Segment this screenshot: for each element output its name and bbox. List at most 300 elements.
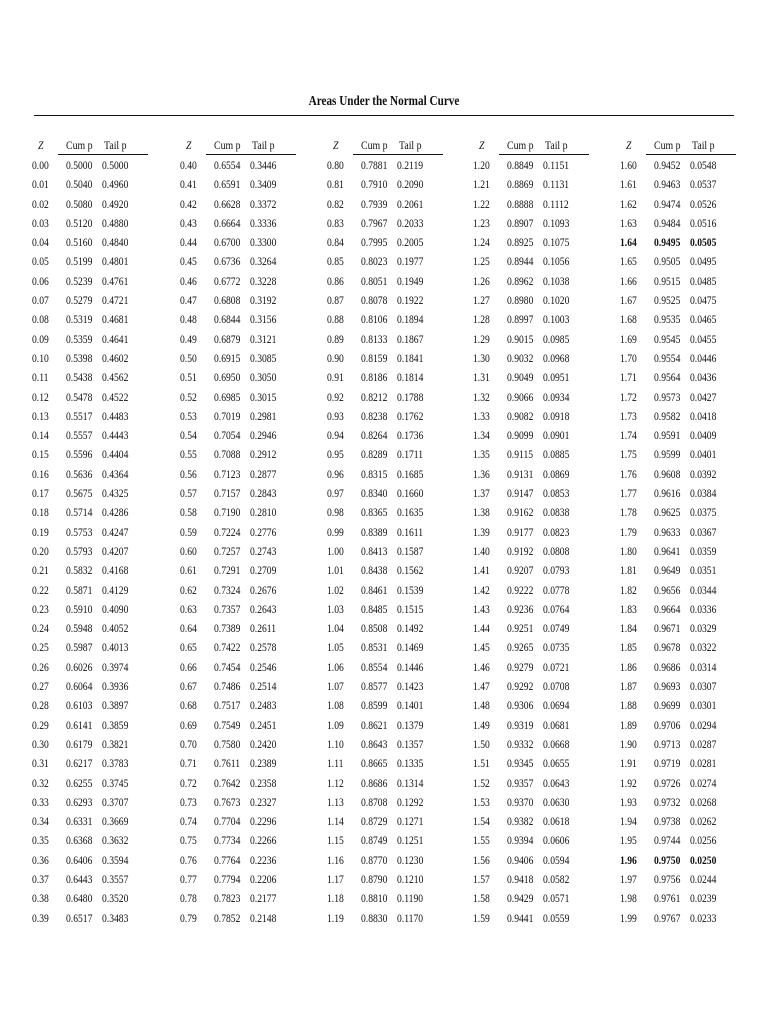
cum-p-value: 0.6808 [214,293,241,308]
tail-p-value: 0.0694 [543,698,570,713]
table-row [620,831,748,850]
table-row [32,310,160,329]
z-value: 1.74 [620,428,637,443]
z-value: 0.13 [32,408,49,423]
table-row [620,812,748,831]
tail-p-value: 0.4801 [102,254,129,269]
table-block [473,136,601,928]
cum-p-value: 0.6772 [214,273,241,288]
z-value: 0.04 [32,235,49,250]
table-row [327,156,455,175]
tail-p-value: 0.1660 [397,486,424,501]
tail-p-value: 0.0516 [690,215,717,230]
table-block [32,136,160,928]
cum-p-value: 0.6517 [66,910,93,925]
z-value: 0.32 [32,775,49,790]
tail-p-value: 0.0427 [690,389,717,404]
z-value: 0.49 [180,331,197,346]
cum-p-value: 0.8461 [361,582,388,597]
tail-p-value: 0.1841 [397,350,424,365]
table-row [32,581,160,600]
z-value: 0.74 [180,814,197,829]
tail-p-value: 0.1003 [543,312,570,327]
cum-p-value: 0.8810 [361,891,388,906]
cum-p-value: 0.8264 [361,428,388,443]
tail-p-value: 0.0526 [690,196,717,211]
tail-p-value: 0.1894 [397,312,424,327]
z-value: 0.35 [32,833,49,848]
z-value: 1.38 [473,505,490,520]
table-row [620,581,748,600]
table-row [327,735,455,754]
cum-p-value: 0.6736 [214,254,241,269]
table-row [327,600,455,619]
table-row [327,638,455,657]
cum-p-value: 0.9292 [507,679,534,694]
tail-p-value: 0.5000 [102,158,129,172]
table-row [327,252,455,271]
table-row [327,388,455,407]
tail-p-value: 0.4247 [102,524,129,539]
z-value: 1.24 [473,235,490,250]
cum-p-value: 0.7389 [214,621,241,636]
table-row [32,214,160,233]
z-value: 0.97 [327,486,344,501]
table-row [32,175,160,194]
table-row [327,831,455,850]
tail-p-value: 0.0778 [543,582,570,597]
tail-p-value: 0.3557 [102,871,129,886]
tail-p-value: 0.4920 [102,196,129,211]
table-row [473,831,601,850]
z-value: 0.20 [32,543,49,558]
tail-p-value: 0.0643 [543,775,570,790]
z-value: 0.28 [32,698,49,713]
z-value: 0.44 [180,235,197,250]
cum-p-value: 0.5714 [66,505,93,520]
cum-p-value: 0.7611 [214,756,241,771]
tail-p-value: 0.1539 [397,582,424,597]
table-row [327,175,455,194]
table-row [620,638,748,657]
table-row [620,774,748,793]
z-value: 1.08 [327,698,344,713]
cum-p-value: 0.6700 [214,235,241,250]
tail-p-value: 0.1635 [397,505,424,520]
tail-p-value: 0.0307 [690,679,717,694]
z-value: 1.71 [620,370,637,385]
cum-p-value: 0.8980 [507,293,534,308]
table-row [473,600,601,619]
table-row [327,523,455,542]
tail-p-value: 0.2611 [250,621,277,636]
cum-p-value: 0.9693 [654,679,681,694]
tail-p-value: 0.0901 [543,428,570,443]
cum-p-value: 0.7642 [214,775,241,790]
cum-p-value: 0.8686 [361,775,388,790]
z-value: 0.40 [180,158,197,172]
table-row [327,658,455,677]
cum-p-value: 0.8997 [507,312,534,327]
z-value: 0.17 [32,486,49,501]
tail-p-value: 0.1685 [397,466,424,481]
tail-p-value: 0.4880 [102,215,129,230]
cum-p-value: 0.9582 [654,408,681,423]
table-row [473,716,601,735]
z-value: 0.08 [32,312,49,327]
cum-p-value: 0.9678 [654,640,681,655]
table-row [180,503,308,522]
cum-p-value: 0.9429 [507,891,534,906]
tail-p-value: 0.1814 [397,370,424,385]
cum-p-value: 0.9115 [507,447,534,462]
table-row [620,658,748,677]
z-value: 0.71 [180,756,197,771]
table-row [327,368,455,387]
z-value: 0.39 [32,910,49,925]
tail-p-value: 0.3859 [102,717,129,732]
cum-p-value: 0.7422 [214,640,241,655]
tail-p-value: 0.0239 [690,891,717,906]
z-value: 0.58 [180,505,197,520]
z-value: 0.25 [32,640,49,655]
z-value: 0.93 [327,408,344,423]
z-value: 0.26 [32,659,49,674]
cum-p-value: 0.9099 [507,428,534,443]
z-value: 0.18 [32,505,49,520]
cum-p-value: 0.8962 [507,273,534,288]
tail-p-value: 0.1075 [543,235,570,250]
tail-p-value: 0.3936 [102,679,129,694]
z-value: 0.23 [32,601,49,616]
table-row [32,272,160,291]
z-value: 1.70 [620,350,637,365]
table-row [620,445,748,464]
z-value: 1.37 [473,486,490,501]
table-row [327,889,455,908]
table-row [473,909,601,928]
table-row [32,909,160,928]
cum-p-value: 0.7019 [214,408,241,423]
cum-p-value: 0.9147 [507,486,534,501]
tail-p-value: 0.0618 [543,814,570,829]
cum-p-value: 0.8238 [361,408,388,423]
cum-p-value: 0.9649 [654,563,681,578]
tail-p-value: 0.3483 [102,910,129,925]
z-value: 1.07 [327,679,344,694]
z-value: 0.83 [327,215,344,230]
tail-p-value: 0.0329 [690,621,717,636]
z-value: 0.38 [32,891,49,906]
tail-p-value: 0.1562 [397,563,424,578]
tail-p-value: 0.4562 [102,370,129,385]
z-value: 0.96 [327,466,344,481]
table-row [473,214,601,233]
tail-p-value: 0.0268 [690,794,717,809]
z-value: 1.17 [327,871,344,886]
tail-p-value: 0.4840 [102,235,129,250]
tail-p-value: 0.0793 [543,563,570,578]
z-value: 1.90 [620,736,637,751]
z-value: 0.21 [32,563,49,578]
table-row [620,561,748,580]
z-value: 0.90 [327,350,344,365]
tail-p-value: 0.0630 [543,794,570,809]
table-row [620,175,748,194]
tail-p-value: 0.0606 [543,833,570,848]
z-value: 1.55 [473,833,490,848]
tail-p-value: 0.2709 [250,563,277,578]
cum-p-value: 0.5478 [66,389,93,404]
table-row [620,368,748,387]
tail-p-value: 0.0505 [690,235,717,250]
z-value: 1.88 [620,698,637,713]
tail-p-value: 0.2546 [250,659,277,674]
cum-p-value: 0.9484 [654,215,681,230]
tail-p-value: 0.2033 [397,215,424,230]
cum-p-value: 0.9756 [654,871,681,886]
table-row [32,696,160,715]
tail-p-value: 0.2810 [250,505,277,520]
z-value: 1.02 [327,582,344,597]
table-row [473,638,601,657]
cum-p-value: 0.9515 [654,273,681,288]
table-row [180,523,308,542]
z-value: 0.43 [180,215,197,230]
table-row [327,774,455,793]
tail-p-value: 0.1492 [397,621,424,636]
table-row [32,330,160,349]
tail-p-value: 0.0918 [543,408,570,423]
cum-p-value: 0.8849 [507,158,534,172]
z-value: 0.37 [32,871,49,886]
table-row [473,696,601,715]
cum-p-value: 0.9452 [654,158,681,172]
tail-p-value: 0.0455 [690,331,717,346]
cum-p-value: 0.9732 [654,794,681,809]
tail-p-value: 0.3745 [102,775,129,790]
tail-p-value: 0.4721 [102,293,129,308]
table-row [32,407,160,426]
z-value: 0.92 [327,389,344,404]
z-value: 1.75 [620,447,637,462]
table-row [180,600,308,619]
cum-p-value: 0.7190 [214,505,241,520]
table-row [32,233,160,252]
table-row [327,426,455,445]
z-value: 0.69 [180,717,197,732]
z-value: 1.76 [620,466,637,481]
cum-p-value: 0.5517 [66,408,93,423]
cum-p-value: 0.9699 [654,698,681,713]
z-value: 1.86 [620,659,637,674]
cum-p-value: 0.7157 [214,486,241,501]
cum-p-value: 0.7967 [361,215,388,230]
tail-p-value: 0.2946 [250,428,277,443]
cum-p-value: 0.6915 [214,350,241,365]
cum-p-value: 0.6331 [66,814,93,829]
z-value: 1.39 [473,524,490,539]
tail-p-value: 0.4960 [102,177,129,192]
tail-p-value: 0.0475 [690,293,717,308]
header-cum-p: Cum p [66,138,93,152]
table-row [620,619,748,638]
tail-p-value: 0.3821 [102,736,129,751]
table-row [473,407,601,426]
table-row [473,581,601,600]
cum-p-value: 0.7123 [214,466,241,481]
header-tail-p: Tail p [252,138,275,152]
table-row [473,561,601,580]
tail-p-value: 0.2643 [250,601,277,616]
z-value: 0.46 [180,273,197,288]
table-row [473,445,601,464]
table-row [327,716,455,735]
z-value: 1.01 [327,563,344,578]
z-value: 0.53 [180,408,197,423]
cum-p-value: 0.8665 [361,756,388,771]
column-header [333,136,443,155]
tail-p-value: 0.3669 [102,814,129,829]
cum-p-value: 0.8212 [361,389,388,404]
tail-p-value: 0.2090 [397,177,424,192]
tail-p-value: 0.0985 [543,331,570,346]
z-value: 1.09 [327,717,344,732]
tail-p-value: 0.0367 [690,524,717,539]
z-value: 0.29 [32,717,49,732]
cum-p-value: 0.7291 [214,563,241,578]
cum-p-value: 0.5279 [66,293,93,308]
tail-p-value: 0.2776 [250,524,277,539]
z-value: 1.52 [473,775,490,790]
cum-p-value: 0.5239 [66,273,93,288]
z-value: 1.35 [473,447,490,462]
table-row [180,175,308,194]
cum-p-value: 0.8133 [361,331,388,346]
table-row [620,407,748,426]
table-row [180,638,308,657]
tail-p-value: 0.0281 [690,756,717,771]
tail-p-value: 0.2676 [250,582,277,597]
table-row [327,233,455,252]
header-tail-p: Tail p [399,138,422,152]
z-value: 1.78 [620,505,637,520]
table-row [327,870,455,889]
table-row [327,619,455,638]
z-value: 1.93 [620,794,637,809]
cum-p-value: 0.7088 [214,447,241,462]
tail-p-value: 0.1190 [397,891,424,906]
table-row [32,445,160,464]
tail-p-value: 0.3446 [250,158,277,172]
tail-p-value: 0.3228 [250,273,277,288]
table-row [620,909,748,928]
column-header [626,136,736,155]
tail-p-value: 0.0808 [543,543,570,558]
cum-p-value: 0.6443 [66,871,93,886]
table-row [473,349,601,368]
tail-p-value: 0.2912 [250,447,277,462]
z-value: 0.27 [32,679,49,694]
table-row [473,851,601,870]
z-value: 0.02 [32,196,49,211]
cum-p-value: 0.8340 [361,486,388,501]
table-row [32,465,160,484]
z-value: 1.43 [473,601,490,616]
cum-p-value: 0.9474 [654,196,681,211]
tail-p-value: 0.2005 [397,235,424,250]
z-value: 1.68 [620,312,637,327]
tail-p-value: 0.3264 [250,254,277,269]
tail-p-value: 0.2061 [397,196,424,211]
z-value: 1.58 [473,891,490,906]
z-value: 0.47 [180,293,197,308]
tail-p-value: 0.0582 [543,871,570,886]
table-row [473,252,601,271]
cum-p-value: 0.7357 [214,601,241,616]
tail-p-value: 0.4522 [102,389,129,404]
table-row [327,272,455,291]
z-value: 0.77 [180,871,197,886]
table-row [620,214,748,233]
tail-p-value: 0.0250 [690,852,717,867]
cum-p-value: 0.5319 [66,312,93,327]
cum-p-value: 0.9744 [654,833,681,848]
cum-p-value: 0.8413 [361,543,388,558]
cum-p-value: 0.7324 [214,582,241,597]
z-value: 1.85 [620,640,637,655]
tail-p-value: 0.2981 [250,408,277,423]
cum-p-value: 0.8944 [507,254,534,269]
z-value: 0.68 [180,698,197,713]
z-value: 0.67 [180,679,197,694]
table-row [180,851,308,870]
page-title: Areas Under the Normal Curve [308,94,460,109]
tail-p-value: 0.2514 [250,679,277,694]
cum-p-value: 0.9192 [507,543,534,558]
table-row [620,793,748,812]
z-value: 1.91 [620,756,637,771]
cum-p-value: 0.9641 [654,543,681,558]
tail-p-value: 0.3897 [102,698,129,713]
z-value: 0.41 [180,177,197,192]
z-value: 0.30 [32,736,49,751]
table-row [620,349,748,368]
tail-p-value: 0.0436 [690,370,717,385]
z-value: 1.51 [473,756,490,771]
z-value: 1.22 [473,196,490,211]
table-row [32,889,160,908]
cum-p-value: 0.8531 [361,640,388,655]
table-row [473,523,601,542]
table-row [473,619,601,638]
tail-p-value: 0.4761 [102,273,129,288]
cum-p-value: 0.9207 [507,563,534,578]
z-value: 1.80 [620,543,637,558]
tail-p-value: 0.3336 [250,215,277,230]
table-row [327,909,455,928]
z-value: 1.26 [473,273,490,288]
z-value: 0.81 [327,177,344,192]
tail-p-value: 0.1038 [543,273,570,288]
table-row [473,175,601,194]
tail-p-value: 0.0655 [543,756,570,771]
z-value: 1.82 [620,582,637,597]
tail-p-value: 0.4013 [102,640,129,655]
tail-p-value: 0.2358 [250,775,277,790]
tail-p-value: 0.0301 [690,698,717,713]
tail-p-value: 0.3050 [250,370,277,385]
